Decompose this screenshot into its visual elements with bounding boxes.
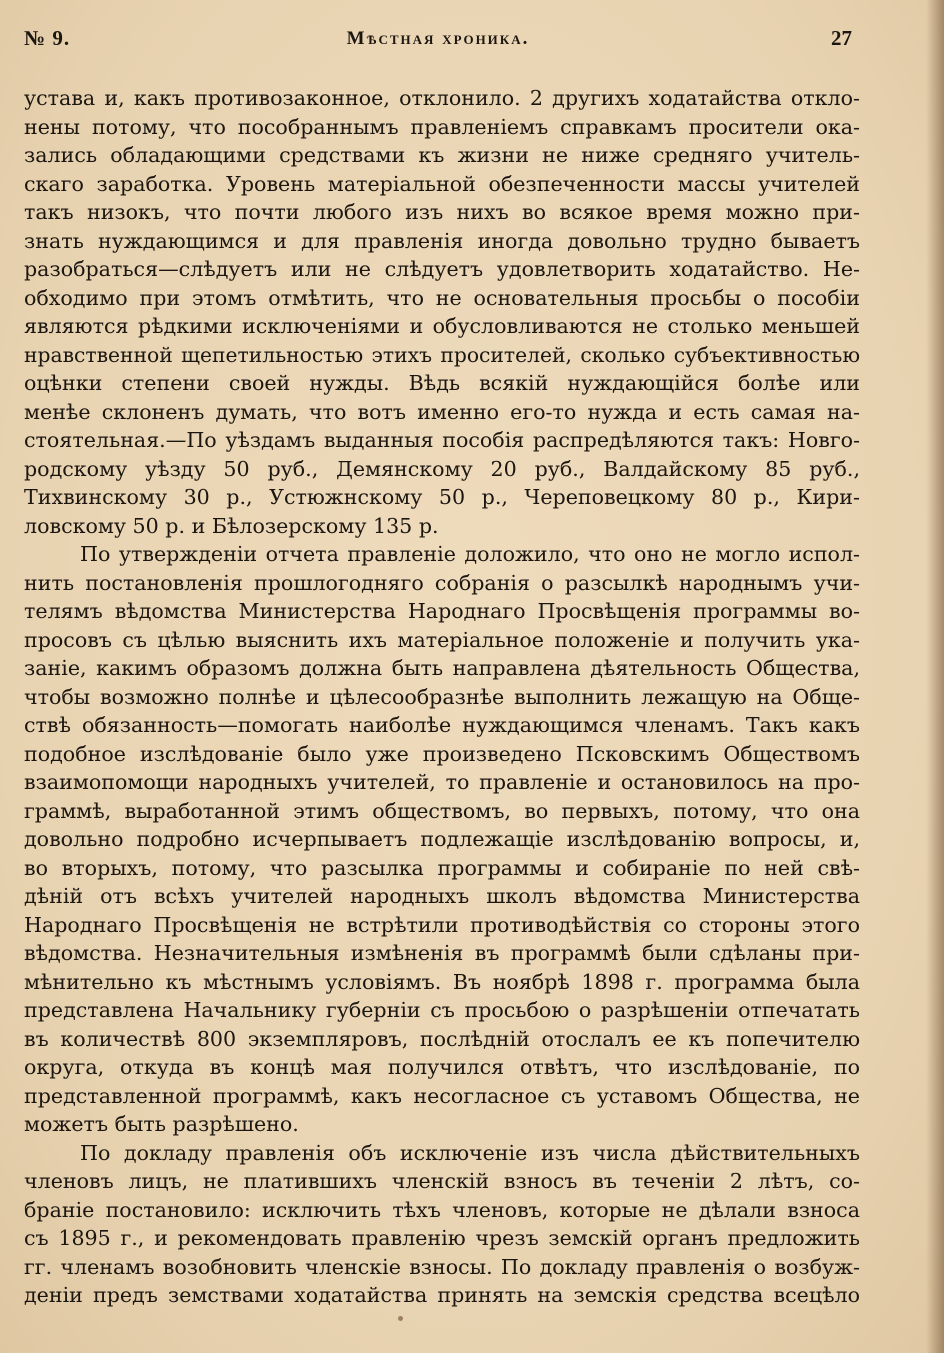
text-line: просовъ съ цѣлью выяснить ихъ матеріальное положеніе и получить ука- (24, 627, 860, 652)
text-line: браніе постановило: исключить тѣхъ членовъ, которые не дѣлали взноса (24, 1197, 860, 1222)
text-line: По утвержденіи отчета правленіе доложило, что оно не могло испол- (80, 542, 860, 566)
text-line: деніи предъ земствами ходатайства принять на земскія средства всецѣло (24, 1283, 860, 1307)
text-line: обходимо при этомъ отмѣтить, что не основательныя просьбы о пособіи (24, 285, 860, 310)
text-line: вѣдомства. Незначительныя измѣненія въ программѣ были сдѣланы при- (24, 941, 860, 965)
section-title: Мѣстная хроника. (346, 28, 530, 49)
text-line: представлена Начальнику губерніи съ просьбою о разрѣшеніи отпечатать (24, 998, 860, 1022)
text-line: являются рѣдкими исключеніями и обусловливаются не столько меньшей (24, 314, 860, 338)
text-line: знать нуждающимся и для правленія иногда довольно трудно бываетъ (24, 228, 860, 253)
text-line: взаимопомощи народныхъ учителей, то правленіе и остановилось на про- (24, 770, 860, 794)
text-line: разобраться—слѣдуетъ или не слѣдуетъ удовлетворить ходатайство. Не- (24, 257, 860, 281)
text-line: такъ низокъ, что почти любого изъ нихъ во всякое время можно при- (24, 200, 860, 224)
text-line: устава и, какъ противозаконное, отклонило. 2 другихъ ходатайства откло- (24, 86, 860, 110)
text-line: Народнаго Просвѣщенія не встрѣтили противодѣйствія со стороны этого (24, 912, 860, 937)
text-line: скаго заработка. Уровень матеріальной обезпеченности массы учителей (24, 171, 860, 196)
text-line: въ количествѣ 800 экземпляровъ, послѣдній отослалъ ее къ попечителю (24, 1026, 860, 1051)
text-line: телямъ вѣдомства Министерства Народнаго Просвѣщенія программы во- (24, 599, 860, 623)
text-line: менѣе склоненъ думать, что вотъ именно его-то нужда и есть самая на- (24, 399, 860, 424)
issue-number: № 9. (24, 26, 71, 50)
running-header (24, 26, 852, 58)
text-line: округа, откуда въ концѣ мая получился отвѣтъ, что изслѣдованіе, по (24, 1055, 860, 1079)
text-line: членовъ лицъ, не платившихъ членскій взносъ въ теченіи 2 лѣтъ, со- (24, 1169, 860, 1193)
ink-speck (398, 1316, 403, 1321)
text-line: дѣній отъ всѣхъ учителей народныхъ школъ вѣдомства Министерства (24, 884, 860, 908)
text-line: можетъ быть разрѣшено. (24, 1112, 299, 1136)
body-text (24, 84, 860, 1310)
text-line: нить постановленія прошлогодняго собранія о разсылкѣ народнымъ учи- (24, 570, 860, 595)
text-line: родскому уѣзду 50 руб., Демянскому 20 руб., Валдайскому 85 руб., (24, 456, 860, 481)
text-line: По докладу правленія объ исключеніе изъ числа дѣйствительныхъ (80, 1140, 860, 1165)
text-line: съ 1895 г., и рекомендовать правленію чрезъ земскій органъ предложить (24, 1226, 860, 1250)
text-line: чтобы возможно полнѣе и цѣлесообразнѣе выполнить лежащую на Обще- (24, 684, 860, 709)
text-line: мѣнительно къ мѣстнымъ условіямъ. Въ ноябрѣ 1898 г. программа была (24, 969, 860, 994)
text-line: довольно подробно исчерпываетъ подлежащіе изслѣдованію вопросы, и, (24, 827, 860, 851)
text-line: ловскому 50 р. и Бѣлозерскому 135 р. (24, 513, 439, 538)
text-line: зались обладающими средствами къ жизни не ниже средняго учитель- (24, 143, 860, 167)
text-line: подобное изслѣдованіе было уже произведено Псковскимъ Обществомъ (24, 741, 860, 766)
text-line: представленной программѣ, какъ несогласное съ уставомъ Общества, не (24, 1083, 860, 1108)
text-line: Тихвинскому 30 р., Устюжнскому 50 р., Череповецкому 80 р., Кири- (24, 485, 860, 509)
text-line: заніе, какимъ образомъ должна быть направлена дѣятельность Общества, (24, 656, 860, 680)
text-line: во вторыхъ, потому, что разсылка программы и собираніе по ней свѣ- (24, 855, 860, 880)
text-line: ствѣ обязанность—помогать наиболѣе нуждающимся членамъ. Такъ какъ (24, 713, 860, 737)
page-number: 27 (831, 26, 852, 50)
page-edge-shadow (926, 0, 944, 1353)
text-line: граммѣ, выработанной этимъ обществомъ, во первыхъ, потому, что она (24, 798, 860, 823)
text-line: стоятельная.—По уѣздамъ выданныя пособія распредѣляются такъ: Новго- (24, 428, 860, 452)
text-line: нены потому, что пособраннымъ правленіемъ справкамъ просители ока- (24, 114, 860, 139)
text-line: нравственной щепетильностью этихъ просителей, сколько субъективностью (24, 342, 860, 367)
text-line: гг. членамъ возобновить членскіе взносы. По докладу правленія о возбуж- (24, 1254, 860, 1279)
text-line: оцѣнки степени своей нужды. Вѣдь всякій нуждающійся болѣе или (24, 371, 860, 395)
